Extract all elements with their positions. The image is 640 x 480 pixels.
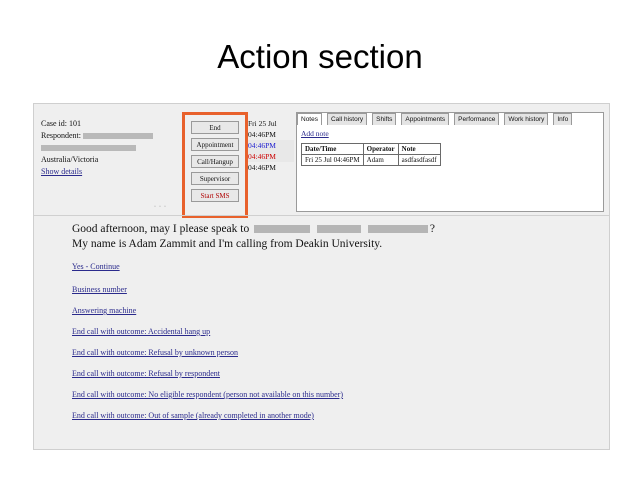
timestamp-4: 04:46PM [248,163,276,172]
page-title: Action section [217,38,423,75]
cell-datetime: Fri 25 Jul 04:46PM [302,155,364,166]
link-refusal-respondent[interactable]: End call with outcome: Refusal by respondent [72,369,220,378]
redacted-name-3 [368,225,428,233]
timestamp-3: 04:46PM [248,151,294,162]
case-location: Australia/Victoria [41,155,99,164]
respondent-name-redacted [83,133,153,139]
link-yes-continue[interactable]: Yes - Continue [72,262,120,271]
scrollbar-hint[interactable]: ··· [154,204,169,210]
top-toolbar-area [34,104,609,216]
redacted-name-1 [254,225,310,233]
tab-appointments[interactable]: Appointments [401,113,449,125]
link-no-eligible-respondent[interactable]: End call with outcome: No eligible respondent (person not available on this number) [72,390,344,399]
interview-script [72,222,592,252]
respondent-detail-redacted [41,145,136,151]
timestamp-2: 04:46PM [248,140,294,151]
cell-note: asdfasdfasdf [398,155,440,166]
action-section-highlight [182,112,248,218]
redacted-name-2 [317,225,361,233]
outcome-link-list [72,262,592,432]
tab-info[interactable]: Info [553,113,572,125]
timestamp-1: 04:46PM [248,130,276,139]
tab-notes[interactable]: Notes [297,113,322,125]
case-id-label: Case id: 101 [41,119,81,128]
link-accidental-hangup[interactable]: End call with outcome: Accidental hang up [72,327,211,336]
link-answering-machine[interactable]: Answering machine [72,306,137,315]
script-line-1-suffix: ? [429,223,435,235]
start-sms-button[interactable]: Start SMS [191,189,239,202]
cell-operator: Adam [363,155,398,166]
notes-panel-tabbar [297,113,603,125]
show-details-link[interactable]: Show details [41,167,83,176]
col-operator: Operator [363,144,398,155]
supervisor-button[interactable]: Supervisor [191,172,239,185]
link-refusal-unknown-person[interactable]: End call with outcome: Refusal by unknown person [72,348,238,357]
add-note-link[interactable]: Add note [301,129,329,138]
timestamp-date: Fri 25 Jul [248,119,277,128]
tab-shifts[interactable]: Shifts [372,113,396,125]
tab-performance[interactable]: Performance [454,113,499,125]
end-button[interactable]: End [191,121,239,134]
table-header-row [302,144,441,155]
section-divider [34,215,609,216]
col-note: Note [398,144,440,155]
tab-call-history[interactable]: Call history [327,113,367,125]
notes-table [301,143,441,166]
script-line-2: My name is Adam Zammit and I'm calling from Deakin University. [72,238,383,250]
tab-work-history[interactable]: Work history [504,113,548,125]
respondent-row [41,130,176,142]
application-screenshot [33,103,610,450]
respondent-label: Respondent: [41,131,81,140]
case-info-block [41,118,176,178]
script-line-1 [72,222,592,237]
link-business-number[interactable]: Business number [72,285,127,294]
script-line-1-text: Good afternoon, may I please speak to [72,223,250,235]
notes-panel [296,112,604,212]
appointment-button[interactable]: Appointment [191,138,239,151]
call-hangup-button[interactable]: Call/Hangup [191,155,239,168]
link-out-of-sample[interactable]: End call with outcome: Out of sample (already completed in another mode) [72,411,314,420]
timestamp-column [248,118,294,173]
table-row [302,155,441,166]
col-datetime: Date/Time [302,144,364,155]
